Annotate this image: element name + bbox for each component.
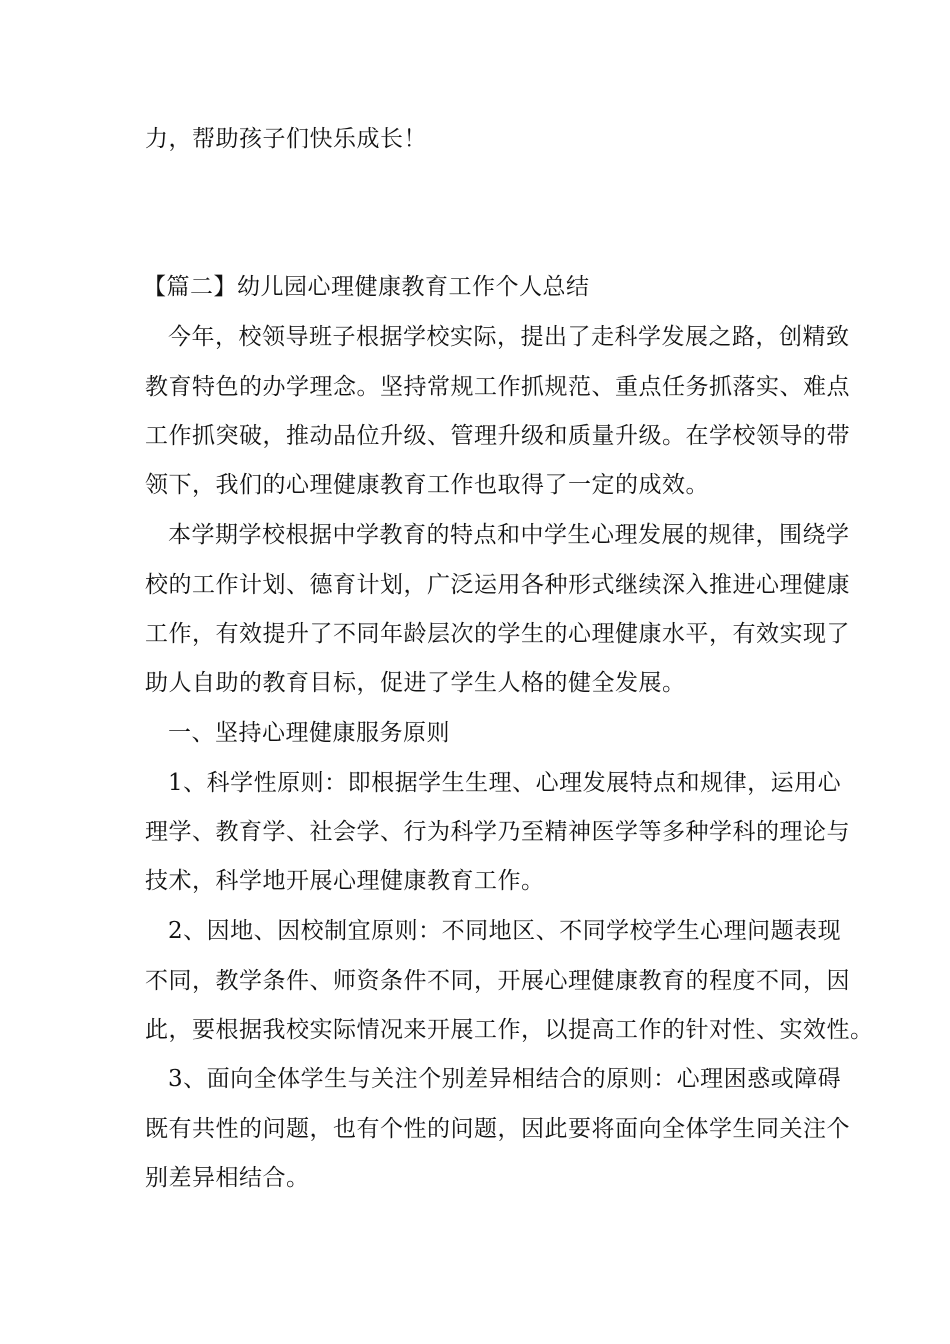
paragraph-line: 今年，校领导班子根据学校实际，提出了走科学发展之路，创精致 (168, 324, 850, 350)
paragraph-line: 此，要根据我校实际情况来开展工作，以提高工作的针对性、实效性。 (145, 1017, 874, 1043)
paragraph-line: 领下，我们的心理健康教育工作也取得了一定的成效。 (145, 472, 709, 498)
paragraph-line: 不同，教学条件、师资条件不同，开展心理健康教育的程度不同，因 (145, 968, 850, 994)
section-title: 【篇二】幼儿园心理健康教育工作个人总结 (143, 274, 590, 300)
continuation-text: 力，帮助孩子们快乐成长！ (145, 126, 427, 152)
paragraph-line: 助人自助的教育目标，促进了学生人格的健全发展。 (145, 670, 686, 696)
subsection-heading: 一、坚持心理健康服务原则 (168, 720, 450, 746)
paragraph-line: 别差异相结合。 (145, 1165, 310, 1191)
paragraph-line: 技术，科学地开展心理健康教育工作。 (145, 868, 545, 894)
paragraph-line: 工作抓突破，推动品位升级、管理升级和质量升级。在学校领导的带 (145, 423, 850, 449)
paragraph-line: 教育特色的办学理念。坚持常规工作抓规范、重点任务抓落实、难点 (145, 374, 850, 400)
paragraph-line: 校的工作计划、德育计划，广泛运用各种形式继续深入推进心理健康 (145, 572, 850, 598)
paragraph-line: 工作，有效提升了不同年龄层次的学生的心理健康水平，有效实现了 (145, 621, 850, 647)
paragraph-line: 既有共性的问题，也有个性的问题，因此要将面向全体学生同关注个 (145, 1116, 850, 1142)
paragraph-line: 2、因地、因校制宜原则：不同地区、不同学校学生心理问题表现 (168, 918, 842, 944)
paragraph-line: 1、科学性原则：即根据学生生理、心理发展特点和规律，运用心 (168, 770, 842, 796)
paragraph-line: 理学、教育学、社会学、行为科学乃至精神医学等多种学科的理论与 (145, 819, 850, 845)
paragraph-line: 3、面向全体学生与关注个别差异相结合的原则：心理困惑或障碍 (168, 1066, 842, 1092)
paragraph-line: 本学期学校根据中学教育的特点和中学生心理发展的规律，围绕学 (168, 522, 850, 548)
